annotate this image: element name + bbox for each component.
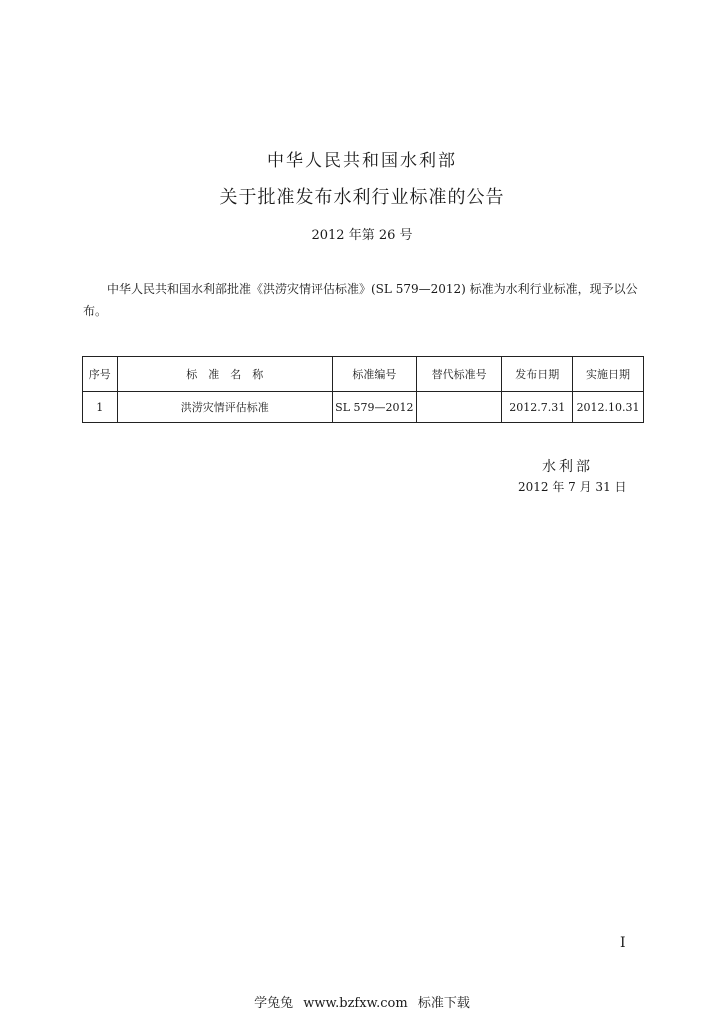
table-row xyxy=(83,392,644,423)
header-publish-date: 发布日期 xyxy=(502,357,573,392)
notice-title: 关于批准发布水利行业标准的公告 xyxy=(219,187,505,208)
header-replaced: 替代标准号 xyxy=(416,357,502,392)
cell-replaced xyxy=(416,392,502,423)
notice-body: 中华人民共和国水利部批准《洪涝灾情评估标准》(SL 579—2012) 标准为水利行业标准，现予以公布。 xyxy=(83,282,638,318)
issuing-organization: 中华人民共和国水利部 xyxy=(267,151,457,171)
header-effective-date: 实施日期 xyxy=(573,357,644,392)
table-header-row xyxy=(83,357,644,392)
page-number: I xyxy=(620,935,626,951)
header-seq: 序号 xyxy=(83,357,118,392)
signer: 水利部 xyxy=(542,459,593,475)
notice-number: 2012 年第 26 号 xyxy=(311,228,413,243)
standards-table xyxy=(82,356,644,423)
cell-code: SL 579—2012 xyxy=(332,392,416,423)
footer-watermark: 学兔兔 www.bzfxw.com 标准下载 xyxy=(254,996,470,1011)
cell-seq: 1 xyxy=(83,392,118,423)
sign-date: 2012 年 7 月 31 日 xyxy=(518,480,627,494)
cell-publish-date: 2012.7.31 xyxy=(502,392,573,423)
header-name: 标 准 名 称 xyxy=(117,357,332,392)
cell-name: 洪涝灾情评估标准 xyxy=(117,392,332,423)
header-code: 标准编号 xyxy=(332,357,416,392)
cell-effective-date: 2012.10.31 xyxy=(573,392,644,423)
